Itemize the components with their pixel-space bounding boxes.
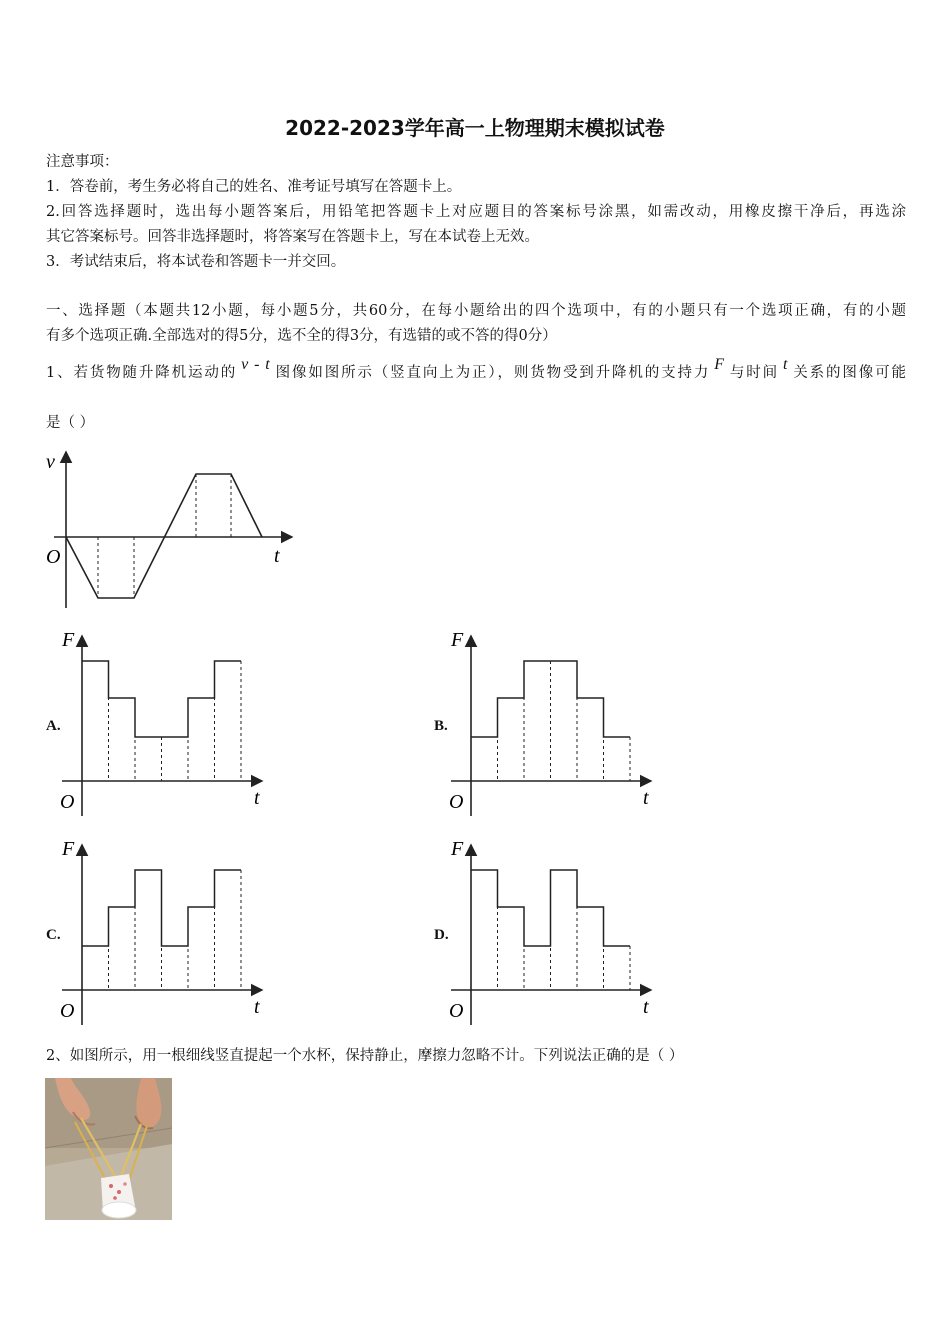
q1-text-part-1: 1、若货物随升降机运动的 [46, 365, 238, 381]
option-d-graph [445, 835, 665, 1030]
notice-item-1: 1．答卷前，考生务必将自己的姓名、准考证号填写在答题卡上。 [46, 179, 462, 195]
f-graph-y-axis-label: F [451, 838, 464, 860]
f-graph-origin-label: O [449, 791, 464, 813]
f-graph-origin-label: O [60, 791, 75, 813]
symbol-v-t: v - t [241, 356, 270, 373]
cup-photo [45, 1078, 172, 1220]
option-d-label: D. [434, 927, 449, 943]
f-graph-step-curve [82, 661, 241, 737]
option-c-graph [56, 835, 276, 1030]
f-graph-origin-label: O [449, 1000, 464, 1022]
page-title: 2022-2023学年高一上物理期末模拟试卷 [285, 116, 665, 140]
section-heading-line-2: 有多个选项正确.全部选对的得5分，选不全的得3分，有选错的或不答的得0分） [46, 328, 557, 344]
option-a-label: A. [46, 718, 61, 734]
f-graph-y-axis-label: F [451, 629, 464, 651]
vt-y-axis-label: v [46, 451, 55, 473]
symbol-t: t [782, 356, 788, 373]
notice-heading: 注意事项： [46, 154, 119, 170]
option-b-graph [445, 626, 665, 821]
f-graph-x-axis-label: t [254, 996, 260, 1018]
option-c-label: C. [46, 927, 61, 943]
option-b-label: B. [434, 718, 448, 734]
question-1-stem [46, 356, 907, 383]
question-2-stem: 2、如图所示，用一根细线竖直提起一个水杯，保持静止，摩擦力忽略不计。下列说法正确的是（ ） [46, 1048, 684, 1064]
q1-text-part-4: 关系的图像可能 [791, 365, 907, 381]
notice-item-2-line-2: 其它答案标号。回答非选择题时，将答案写在答题卡上，写在本试卷上无效。 [46, 229, 539, 245]
notice-item-2-line-1: 2.回答选择题时，选出每小题答案后，用铅笔把答题卡上对应题目的答案标号涂黑，如需改动，用橡皮擦干净后，再选涂 [46, 204, 906, 220]
notice-item-3: 3．考试结束后，将本试卷和答题卡一并交回。 [46, 254, 346, 270]
option-a-graph [56, 626, 276, 821]
q1-text-part-2: 图像如图所示（竖直向上为正），则货物受到升降机的支持力 [273, 365, 711, 381]
vt-curve [66, 474, 262, 598]
section-heading-line-1: 一、选择题（本题共12小题，每小题5分，共60分，在每小题给出的四个选项中，有的小题只有一个选项正确，有的小题 [46, 303, 906, 319]
f-graph-y-axis-label: F [62, 838, 75, 860]
f-graph-x-axis-label: t [643, 996, 649, 1018]
f-graph-x-axis-label: t [254, 787, 260, 809]
vt-graph [38, 440, 308, 615]
symbol-f: F [714, 356, 725, 373]
f-graph-x-axis-label: t [643, 787, 649, 809]
question-1-stem-line-2: 是（ ） [46, 415, 95, 431]
f-graph-y-axis-label: F [62, 629, 75, 651]
q1-text-part-3: 与时间 [728, 365, 779, 381]
f-graph-origin-label: O [60, 1000, 75, 1022]
vt-origin-label: O [46, 546, 61, 568]
vt-x-axis-label: t [274, 545, 280, 567]
